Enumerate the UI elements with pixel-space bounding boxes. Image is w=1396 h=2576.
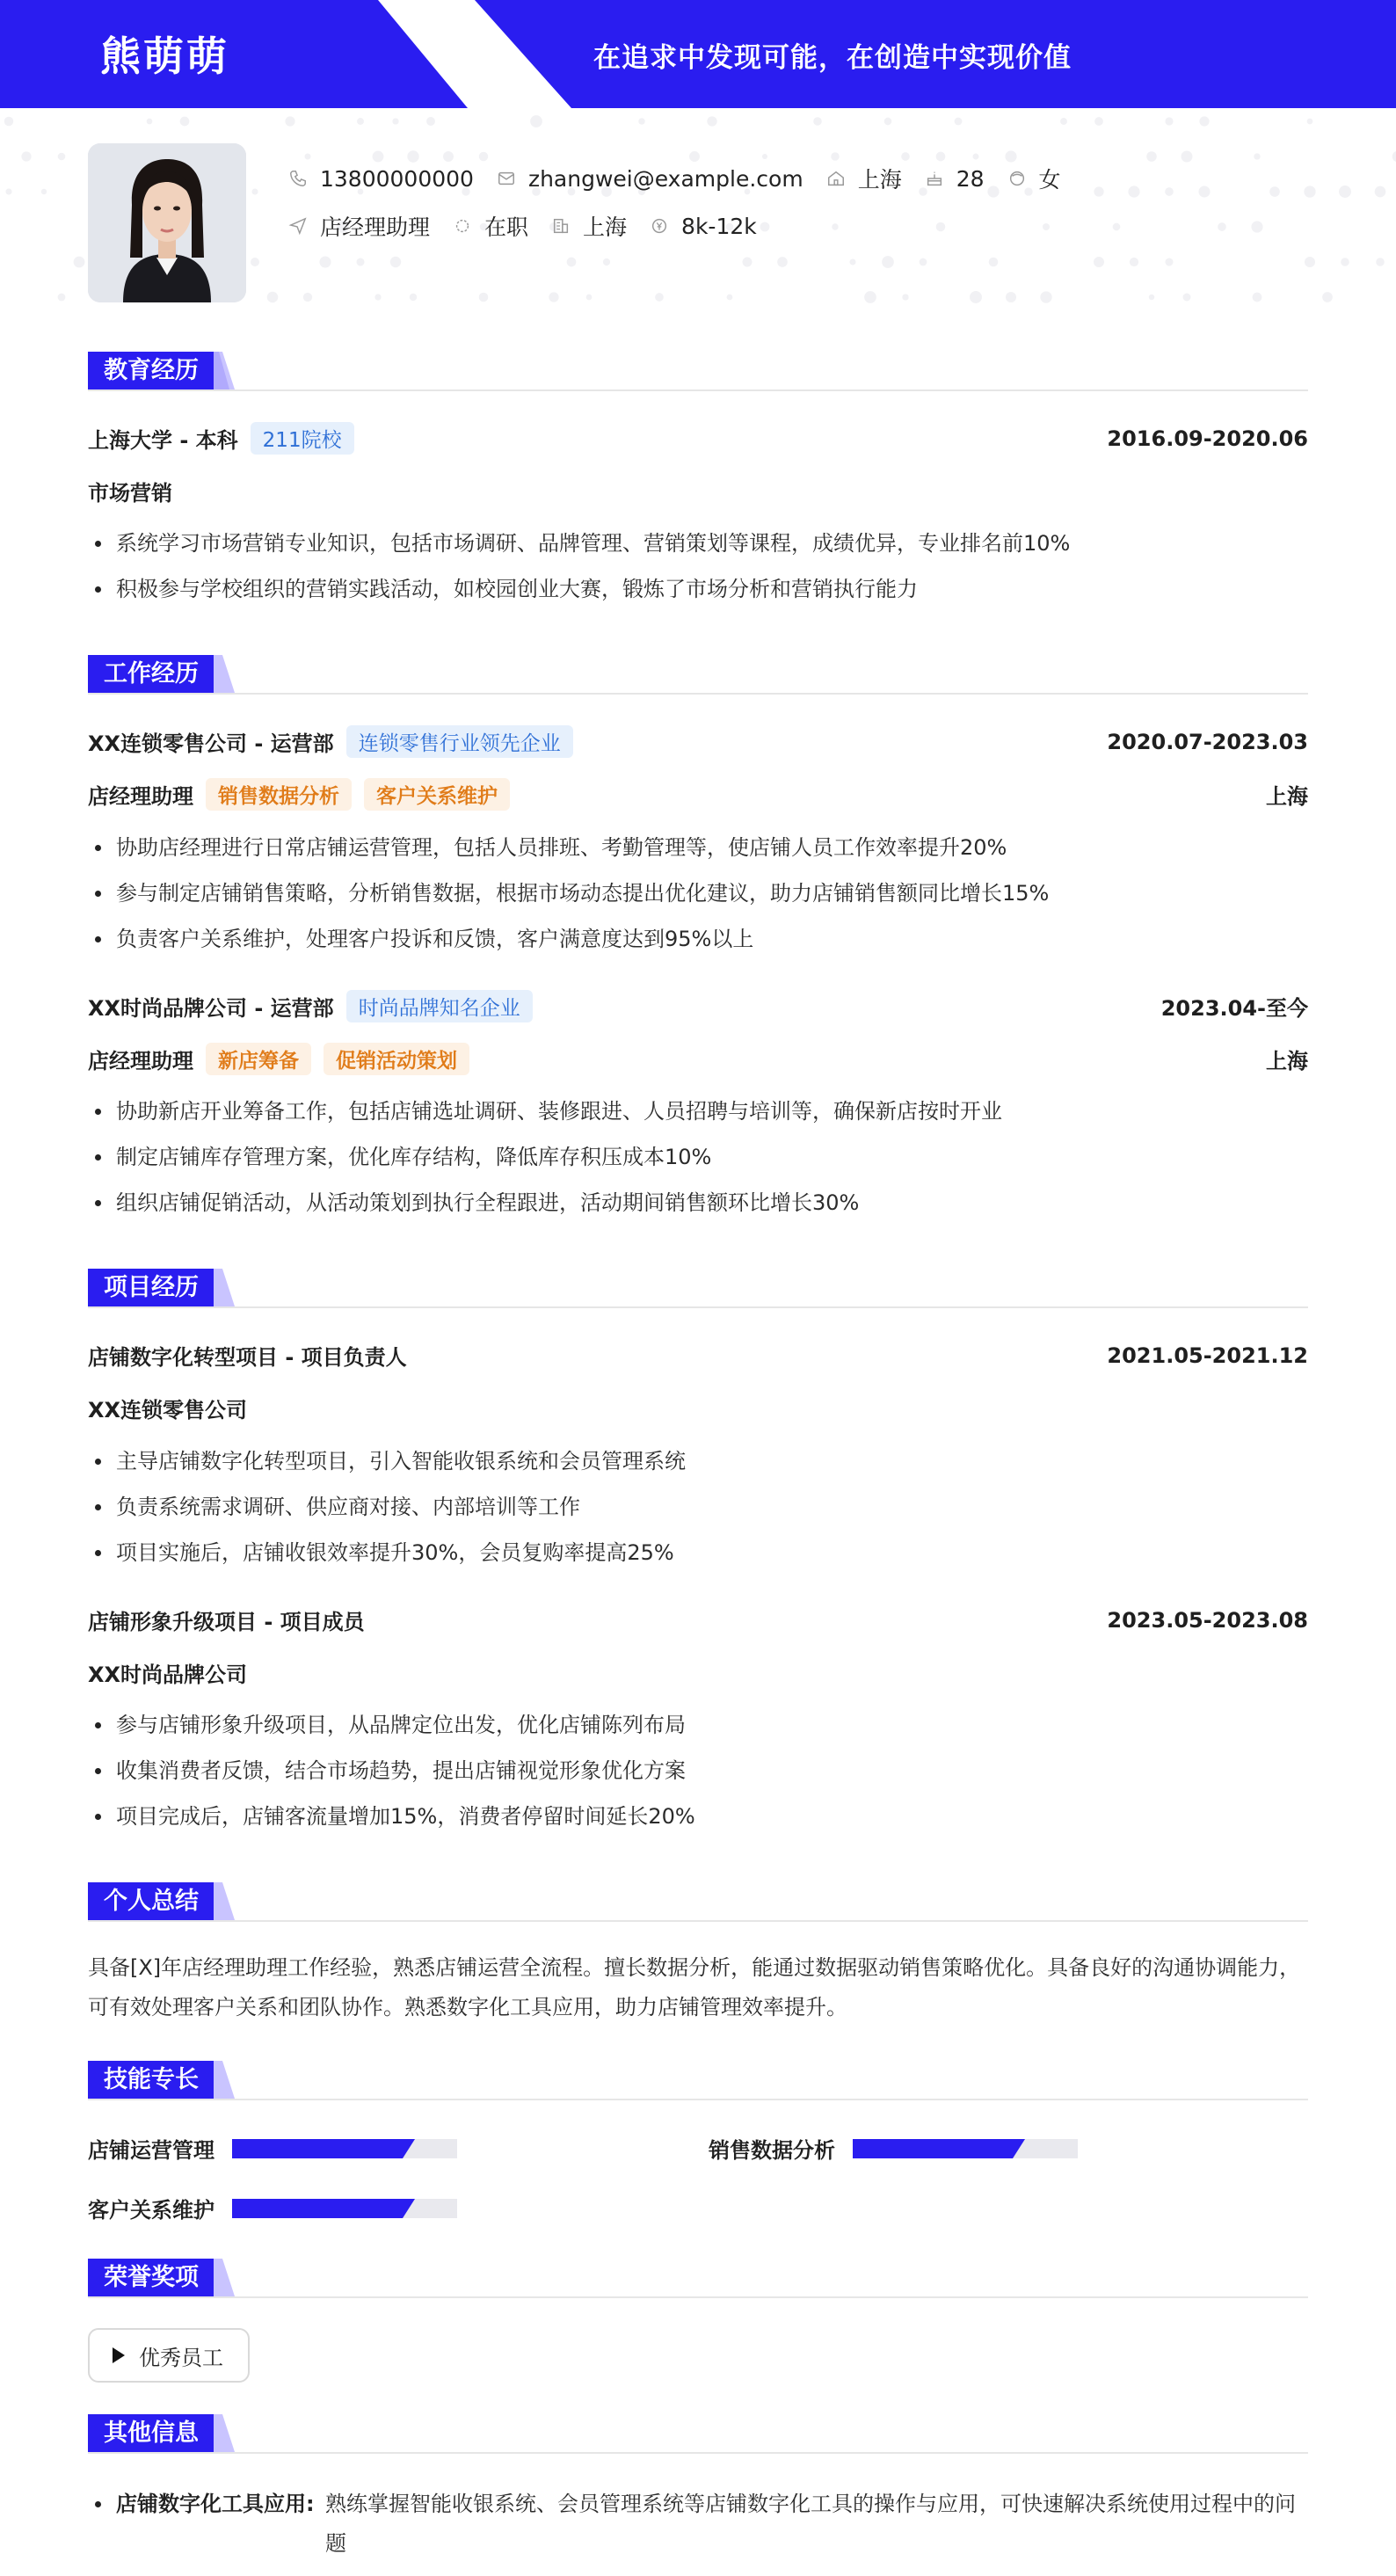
phone-icon <box>288 169 308 188</box>
background-dot <box>1130 258 1138 266</box>
background-dot <box>479 152 488 161</box>
background-dot <box>1165 187 1174 196</box>
skill-name: 店铺运营管理 <box>88 2138 214 2163</box>
background-dot <box>549 292 558 302</box>
background-dot <box>74 257 85 268</box>
background-dot <box>727 295 733 301</box>
job-head-1 <box>88 725 1308 758</box>
background-dot <box>1341 258 1349 266</box>
job-date: 2023.04-至今 <box>1160 996 1308 1021</box>
play-icon <box>113 2347 125 2363</box>
background-dot <box>936 152 946 162</box>
background-dot <box>902 294 908 300</box>
background-dot <box>1322 292 1333 302</box>
background-dot <box>1040 291 1051 302</box>
section-divider <box>88 693 1308 695</box>
background-dot <box>426 117 435 126</box>
project-bullets-1 <box>88 1445 1308 1583</box>
target-city-text: 上海 <box>583 215 628 240</box>
background-dot <box>777 257 788 267</box>
skill-bar <box>232 2139 457 2158</box>
background-dot <box>920 258 927 266</box>
background-dot <box>410 294 417 301</box>
background-dot <box>1218 222 1226 231</box>
title-slant-decoration <box>214 352 235 389</box>
background-dot <box>1251 221 1262 232</box>
background-dot <box>586 295 593 301</box>
header-banner <box>0 0 1396 108</box>
hometown-item <box>826 163 902 194</box>
home-icon <box>826 169 846 188</box>
section-divider <box>88 1306 1308 1308</box>
section-divider <box>88 2099 1308 2100</box>
money-icon <box>650 216 669 236</box>
title-slant-decoration <box>214 1269 235 1306</box>
salary-text: 8k-12k <box>681 213 757 239</box>
background-dot <box>1254 153 1260 159</box>
company-tag: 连锁零售行业领先企业 <box>346 725 573 758</box>
skill-name: 客户关系维护 <box>88 2198 214 2223</box>
background-dot <box>638 118 645 125</box>
background-dot <box>1305 257 1315 267</box>
background-dot <box>21 151 31 161</box>
job-city: 上海 <box>1266 1049 1308 1073</box>
background-dot <box>1182 151 1193 163</box>
background-dot <box>443 151 454 162</box>
target-position-text: 店经理助理 <box>320 215 431 240</box>
job-city: 上海 <box>1266 784 1308 809</box>
background-dot <box>936 222 946 232</box>
list-item: 参与制定店铺销售策略，分析销售数据，根据市场动态提出优化建议，助力店铺销售额同比增长15% <box>88 877 1308 923</box>
mail-icon <box>497 169 516 188</box>
age-text: 28 <box>956 165 985 192</box>
title-slant-decoration <box>214 2259 235 2296</box>
education-date: 2016.09-2020.06 <box>1107 426 1308 451</box>
background-dot <box>1005 150 1016 162</box>
city-item <box>551 210 627 242</box>
background-dot <box>1339 186 1351 198</box>
background-dot <box>407 150 418 162</box>
background-dot <box>1376 258 1385 266</box>
skill-bar <box>232 2199 457 2218</box>
phone-item <box>288 166 474 192</box>
candidate-name: 熊萌萌 <box>100 33 229 80</box>
list-item: 主导店铺数字化转型项目，引入智能收银系统和会员管理系统 <box>88 1445 1308 1491</box>
background-dot <box>989 258 999 267</box>
email-item <box>497 166 803 192</box>
project-org-1: XX连锁零售公司 <box>88 1398 248 1423</box>
section-title-other: 其他信息 <box>88 2414 235 2452</box>
project-name: 店铺形象升级项目 - 项目成员 <box>88 1610 365 1634</box>
school-tag: 211院校 <box>251 422 354 455</box>
background-dot <box>58 294 66 302</box>
background-dot <box>955 118 963 126</box>
email-text: zhangwei@example.com <box>527 165 803 192</box>
section-divider <box>88 389 1308 391</box>
background-dot <box>1375 186 1386 198</box>
skill-item <box>88 2193 457 2223</box>
list-item: 协助店经理进行日常店铺运营管理，包括人员排班、考勤管理等，使店铺人员工作效率提升20% <box>88 832 1308 877</box>
education-bullets <box>88 528 1308 619</box>
skill-bar <box>853 2139 1078 2158</box>
background-dot <box>1392 151 1396 163</box>
background-dot <box>1043 223 1050 230</box>
section-divider <box>88 2452 1308 2454</box>
background-dot <box>41 189 47 194</box>
background-dot <box>1165 258 1173 266</box>
candidate-motto: 在追求中发现可能，在创造中实现价值 <box>593 42 1072 74</box>
job-company: XX连锁零售公司 - 运营部 <box>88 731 334 756</box>
education-head <box>88 422 1308 455</box>
section-divider <box>88 2296 1308 2298</box>
list-item: 负责客户关系维护，处理客户投诉和反馈，客户满意度达到95%以上 <box>88 923 1308 969</box>
background-dot <box>392 118 398 124</box>
background-dot <box>267 292 279 303</box>
job-position: 店经理助理 <box>88 784 193 809</box>
salary-item <box>650 214 757 239</box>
award-name: 优秀员工 <box>139 2345 223 2370</box>
send-icon <box>288 216 308 236</box>
background-dot <box>864 291 876 303</box>
age-item <box>925 166 985 192</box>
project-org-2: XX时尚品牌公司 <box>88 1663 248 1687</box>
background-dot <box>373 151 384 163</box>
education-major: 市场营销 <box>88 481 172 506</box>
background-dot <box>1199 116 1209 126</box>
skill-tag: 新店筹备 <box>206 1043 311 1075</box>
background-dot <box>319 256 331 267</box>
background-dot <box>251 258 259 266</box>
background-dot <box>58 153 66 161</box>
skill-tag: 销售数据分析 <box>206 778 352 811</box>
background-dot <box>831 152 840 161</box>
background-dot <box>970 291 982 303</box>
skill-bar-fill <box>232 2139 403 2158</box>
position-item <box>288 210 430 242</box>
background-dot <box>479 293 489 302</box>
background-dot <box>1253 293 1262 302</box>
background-dot <box>4 117 13 126</box>
background-dot <box>1094 117 1103 126</box>
project-date: 2021.05-2021.12 <box>1107 1343 1308 1368</box>
job-company: XX时尚品牌公司 - 运营部 <box>88 996 334 1021</box>
gender-text: 女 <box>1038 167 1061 193</box>
award-badge <box>88 2328 250 2383</box>
background-dot <box>390 257 401 267</box>
background-dot <box>1146 151 1157 162</box>
job-head-2 <box>88 990 1308 1022</box>
list-item: 项目完成后，店铺客流量增加15%，消费者停留时间延长20% <box>88 1801 1308 1846</box>
background-dot <box>530 115 542 127</box>
background-dot <box>1094 257 1104 267</box>
skill-tag: 促销活动策划 <box>324 1043 469 1075</box>
background-dot <box>1128 186 1139 197</box>
list-item: 参与店铺形象升级项目，从品牌定位出发，优化店铺陈列布局 <box>88 1709 1308 1755</box>
job-sub-2 <box>88 1043 1308 1075</box>
school-name: 上海大学 - 本科 <box>88 428 238 453</box>
skill-bar-fill <box>853 2139 1013 2158</box>
skill-tag: 客户关系维护 <box>364 778 510 811</box>
background-dot <box>603 258 610 266</box>
background-dot <box>180 117 190 127</box>
section-title-work: 工作经历 <box>88 655 235 693</box>
list-item: 协助新店开业筹备工作，包括店铺选址调研、装修跟进、人员招聘与培训等，确保新店按时开业 <box>88 1095 1308 1141</box>
section-title-skills: 技能专长 <box>88 2061 235 2099</box>
background-dot <box>5 188 11 194</box>
profile-row-1 <box>288 163 1084 194</box>
title-slant-decoration <box>214 2414 235 2452</box>
background-dot <box>1094 186 1103 196</box>
list-item: 收集消费者反馈，结合市场趋势，提出店铺视觉形象优化方案 <box>88 1755 1308 1801</box>
background-dot <box>1183 294 1191 302</box>
profile-row-2 <box>288 210 780 242</box>
background-dot <box>972 153 978 159</box>
background-dot <box>884 118 892 126</box>
skill-item <box>709 2133 1078 2164</box>
background-dot <box>356 258 364 266</box>
background-dot <box>1269 186 1280 197</box>
hometown-text: 上海 <box>857 167 902 193</box>
background-dot <box>832 223 838 229</box>
background-dot <box>707 116 716 126</box>
section-title-honors: 荣誉奖项 <box>88 2259 235 2296</box>
background-dot <box>1307 119 1313 125</box>
background-dot <box>743 258 753 267</box>
project-head-1 <box>88 1340 1308 1371</box>
status-icon <box>453 216 472 236</box>
project-date: 2023.05-2023.08 <box>1107 1607 1308 1633</box>
project-head-2 <box>88 1605 1308 1635</box>
cake-icon <box>925 169 944 188</box>
job-bullets-1 <box>88 832 1308 969</box>
background-dot <box>357 118 364 125</box>
avatar <box>88 143 246 302</box>
background-dot <box>251 188 258 194</box>
company-tag: 时尚品牌知名企业 <box>346 990 533 1022</box>
section-title-education: 教育经历 <box>88 352 235 389</box>
list-item: 系统学习市场营销专业知识，包括市场调研、品牌管理、营销策划等课程，成绩优异，专业排名前10% <box>88 528 1308 573</box>
list-item: 组织店铺促销活动，从活动策划到执行全程跟进，活动期间销售额环比增长30% <box>88 1187 1308 1233</box>
section-title-summary: 个人总结 <box>88 1882 235 1920</box>
background-dot <box>849 258 855 265</box>
job-sub-1 <box>88 778 1308 811</box>
background-dot <box>689 151 700 162</box>
other-info-key: 店铺数字化工具应用: <box>116 2492 315 2516</box>
skill-name: 销售数据分析 <box>709 2138 835 2163</box>
title-slant-decoration <box>214 655 235 693</box>
summary-text: 具备[X]年店经理助理工作经验，熟悉店铺运营全流程。擅长数据分析，能通过数据驱动销售策略优化。具备良好的沟通协调能力， 可有效处理客户关系和团队协作。熟悉数字化工具应用，助力店铺管理效率提升。 <box>88 1955 1301 2019</box>
background-dot <box>1198 186 1210 197</box>
status-item <box>453 210 528 242</box>
background-dot <box>567 258 577 267</box>
project-bullets-2 <box>88 1709 1308 1846</box>
background-dot <box>1149 295 1155 301</box>
background-dot <box>1113 223 1121 231</box>
job-position: 店经理助理 <box>88 1049 193 1073</box>
list-item: 制定店铺库存管理方案，优化库存结构，降低库存积压成本10% <box>88 1141 1308 1187</box>
list-item: 负责系统需求调研、供应商对接、内部培训等工作 <box>88 1491 1308 1537</box>
background-dot <box>303 293 312 302</box>
background-dot <box>147 119 153 125</box>
skill-item <box>88 2133 457 2164</box>
job-date: 2020.07-2023.03 <box>1107 729 1308 754</box>
background-dot <box>285 116 294 126</box>
background-dot <box>304 153 310 159</box>
building-icon <box>551 216 571 236</box>
job-bullets-2 <box>88 1095 1308 1233</box>
list-item: 积极参与学校组织的营销实践活动，如校园创业大赛，锻炼了市场分析和营销执行能力 <box>88 573 1308 619</box>
status-text: 在职 <box>484 215 529 240</box>
background-dot <box>813 117 822 126</box>
project-name: 店铺数字化转型项目 - 项目负责人 <box>88 1345 407 1370</box>
background-dot <box>901 152 910 161</box>
list-item: 项目实施后，店铺收银效率提升30%，会员复购率提高25% <box>88 1537 1308 1583</box>
background-dot <box>374 294 381 300</box>
gender-item <box>1007 163 1061 194</box>
background-dot <box>1060 118 1067 125</box>
skill-bar-fill <box>232 2199 403 2218</box>
gender-icon <box>1007 169 1027 188</box>
background-dot <box>882 256 894 268</box>
phone-text: 13800000000 <box>320 165 474 192</box>
background-dot <box>655 293 664 302</box>
title-slant-decoration <box>214 1882 235 1920</box>
background-dot <box>1304 186 1315 197</box>
section-divider <box>88 1920 1308 1922</box>
section-title-projects: 项目经历 <box>88 1269 235 1306</box>
background-dot <box>1165 117 1173 125</box>
background-dot <box>762 154 767 159</box>
background-dot <box>1006 292 1016 302</box>
other-info-value: 熟练掌握智能收银系统、会员管理系统等店铺数字化工具的操作与应用，可快速解决系统使用过程中的问 题 <box>325 2492 1296 2556</box>
title-slant-decoration <box>214 2061 235 2099</box>
